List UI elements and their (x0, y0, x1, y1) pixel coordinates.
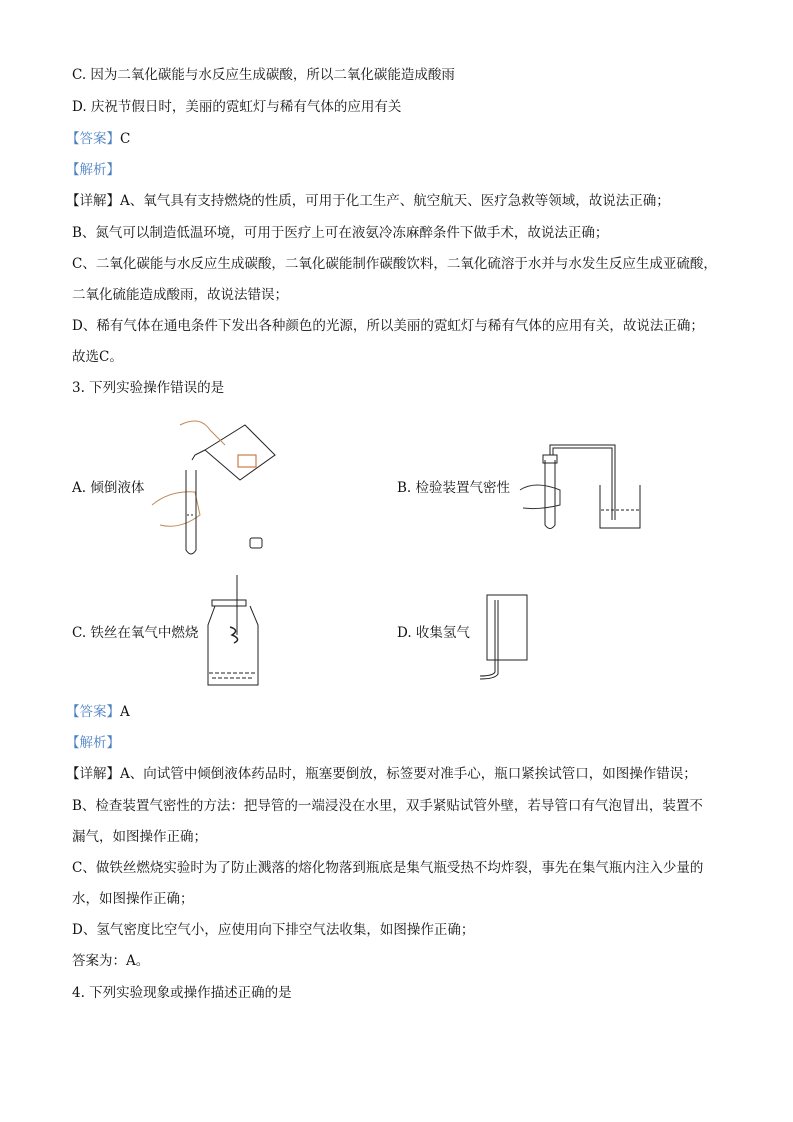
hydrogen-collection-figure (475, 590, 535, 680)
q2-answer (66, 130, 130, 148)
q3-analysis-line: B、检查装置气密性的方法：把导管的一端浸没在水里，双手紧贴试管外壁，若导管口有气泡冒出，装置不 (72, 798, 703, 814)
answer-label: 【答案】 (66, 704, 120, 720)
q2-analysis-line: 故选C。 (72, 349, 123, 365)
q2-analysis-line: D、稀有气体在通电条件下发出各种颜色的光源，所以美丽的霓虹灯与稀有气体的应用有关，故说法正确； (72, 318, 704, 334)
q4-stem: 4. 下列实验现象或操作描述正确的是 (72, 985, 292, 1001)
q2-analysis-line: 【详解】A、氧气具有支持燃烧的性质，可用于化工生产、航空航天、医疗急救等领域，故说法正确； (66, 193, 670, 209)
q2-analysis-line: 二氧化硫能造成酸雨，故说法错误； (72, 287, 288, 303)
q3-stem: 3. 下列实验操作错误的是 (72, 380, 225, 396)
airtight-check-figure (515, 440, 645, 535)
q3-analysis-line: 水，如图操作正确； (72, 891, 194, 907)
pouring-liquid-figure (150, 410, 280, 560)
answer-value: A (120, 704, 130, 720)
q3-option-d: D. 收集氢气 (397, 625, 470, 641)
iron-wire-combustion-figure (200, 575, 265, 690)
answer-value: C (120, 131, 131, 147)
q3-option-b: B. 检验装置气密性 (397, 480, 511, 496)
q3-option-a: A. 倾倒液体 (72, 480, 145, 496)
q3-analysis-line: 答案为：A。 (72, 953, 150, 969)
q3-analysis-line: D、氢气密度比空气小，应使用向下排空气法收集，如图操作正确； (72, 922, 475, 938)
q2-analysis-label: 【解析】 (66, 162, 120, 178)
q3-option-c: C. 铁丝在氧气中燃烧 (72, 625, 199, 641)
q3-analysis-line: C、做铁丝燃烧实验时为了防止溅落的熔化物落到瓶底是集气瓶受热不均炸裂，事先在集气瓶内注入少量的 (72, 860, 704, 876)
q2-option-d: D. 庆祝节假日时，美丽的霓虹灯与稀有气体的应用有关 (72, 99, 402, 115)
q2-option-c: C. 因为二氧化碳能与水反应生成碳酸，所以二氧化碳能造成酸雨 (72, 67, 455, 83)
q3-answer (66, 703, 130, 721)
q3-analysis-label: 【解析】 (66, 735, 120, 751)
q2-analysis-line: B、氮气可以制造低温环境，可用于医疗上可在液氨冷冻麻醉条件下做手术，故说法正确； (72, 225, 609, 241)
q2-analysis-line: C、二氧化碳能与水反应生成碳酸，二氧化碳能制作碳酸饮料，二氧化硫溶于水并与水发生反应生成亚硫酸， (72, 256, 717, 272)
answer-label: 【答案】 (66, 131, 120, 147)
q3-analysis-line: 漏气，如图操作正确； (72, 829, 207, 845)
q3-analysis-line: 【详解】A、向试管中倾倒液体药品时，瓶塞要倒放，标签要对准手心，瓶口紧挨试管口，如图操作错误； (66, 766, 697, 782)
